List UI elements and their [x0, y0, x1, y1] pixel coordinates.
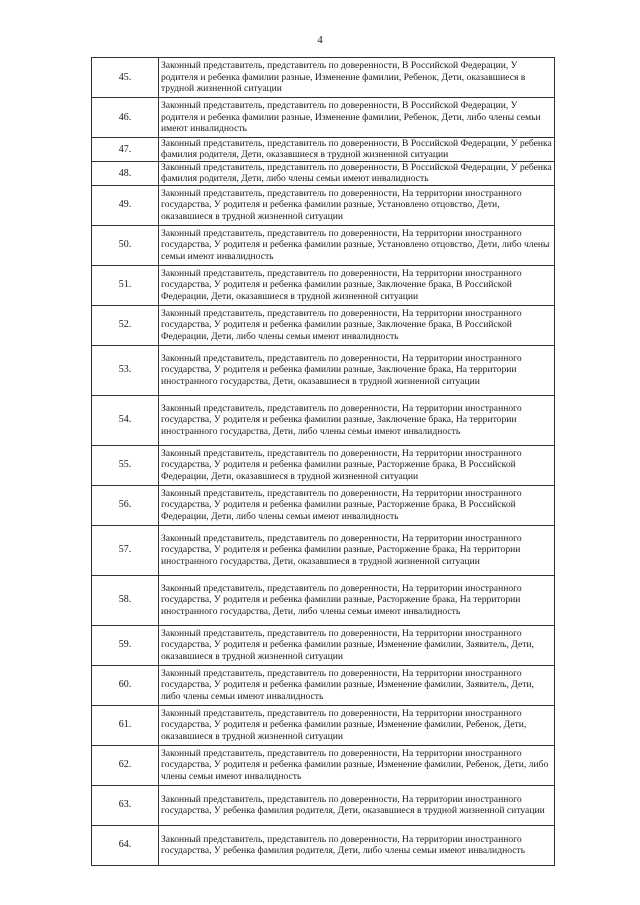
row-number: 47.	[92, 138, 159, 162]
row-description: Законный представитель, представитель по доверенности, На территории иностранного государства, У родителя и ребенка фамилии разные, Изменение фамилии, Заявитель, Дети, либо члены семьи имеют инвалидность	[159, 665, 555, 705]
row-description: Законный представитель, представитель по доверенности, В Российской Федерации, У ребенка фамилия родителя, Дети, либо члены семьи имеют инвалидность	[159, 161, 555, 185]
table-row	[92, 825, 555, 865]
row-number: 64.	[92, 825, 159, 865]
row-number: 46.	[92, 98, 159, 138]
page-number: 4	[317, 34, 323, 46]
table-row	[92, 445, 555, 485]
table-row	[92, 58, 555, 98]
row-description: Законный представитель, представитель по доверенности, На территории иностранного государства, У родителя и ребенка фамилии разные, Установлено отцовство, Дети, оказавшиеся в трудной жизненной ситуации	[159, 185, 555, 225]
row-description: Законный представитель, представитель по доверенности, В Российской Федерации, У ребенка фамилия родителя, Дети, оказавшиеся в трудной жизненной ситуации	[159, 138, 555, 162]
table-row	[92, 395, 555, 445]
row-description: Законный представитель, представитель по доверенности, На территории иностранного государства, У родителя и ребенка фамилии разные, Изменение фамилии, Ребенок, Дети, оказавшиеся в трудной жизненной ситуации	[159, 705, 555, 745]
row-description: Законный представитель, представитель по доверенности, На территории иностранного государства, У родителя и ребенка фамилии разные, Заключение брака, В Российской Федерации, Дети, либо члены семьи имеют инвалидность	[159, 305, 555, 345]
table-row	[92, 138, 555, 162]
table-row	[92, 665, 555, 705]
row-number: 50.	[92, 225, 159, 265]
row-description: Законный представитель, представитель по доверенности, На территории иностранного государства, У родителя и ребенка фамилии разные, Расторжение брака, На территории иностранного государства, Дети, либо члены семьи имеют инвалидность	[159, 575, 555, 625]
row-description: Законный представитель, представитель по доверенности, На территории иностранного государства, У родителя и ребенка фамилии разные, Расторжение брака, В Российской Федерации, Дети, оказавшиеся в трудной жизненной ситуации	[159, 445, 555, 485]
row-number: 51.	[92, 265, 159, 305]
table-row	[92, 161, 555, 185]
row-description: Законный представитель, представитель по доверенности, На территории иностранного государства, У ребенка фамилия родителя, Дети, оказавшиеся в трудной жизненной ситуации	[159, 785, 555, 825]
table-row	[92, 345, 555, 395]
row-number: 53.	[92, 345, 159, 395]
row-number: 52.	[92, 305, 159, 345]
row-number: 62.	[92, 745, 159, 785]
table-row	[92, 485, 555, 525]
table-body	[92, 58, 555, 866]
row-number: 58.	[92, 575, 159, 625]
row-description: Законный представитель, представитель по доверенности, На территории иностранного государства, У родителя и ребенка фамилии разные, Заключение брака, В Российской Федерации, Дети, оказавшиеся в трудной жизненной ситуации	[159, 265, 555, 305]
table-row	[92, 265, 555, 305]
table-row	[92, 305, 555, 345]
document-table	[91, 57, 555, 866]
row-description: Законный представитель, представитель по доверенности, На территории иностранного государства, У родителя и ребенка фамилии разные, Установлено отцовство, Дети, либо члены семьи имеют инвалидность	[159, 225, 555, 265]
row-number: 63.	[92, 785, 159, 825]
row-description: Законный представитель, представитель по доверенности, В Российской Федерации, У родителя и ребенка фамилии разные, Изменение фамилии, Ребенок, Дети, оказавшиеся в трудной жизненной ситуации	[159, 58, 555, 98]
row-number: 56.	[92, 485, 159, 525]
table-row	[92, 785, 555, 825]
table-row	[92, 185, 555, 225]
row-description: Законный представитель, представитель по доверенности, На территории иностранного государства, У родителя и ребенка фамилии разные, Изменение фамилии, Заявитель, Дети, оказавшиеся в трудной жизненной ситуации	[159, 625, 555, 665]
row-number: 49.	[92, 185, 159, 225]
table-row	[92, 705, 555, 745]
row-description: Законный представитель, представитель по доверенности, На территории иностранного государства, У родителя и ребенка фамилии разные, Заключение брака, На территории иностранного государства, Дети, либо члены семьи имеют инвалидность	[159, 395, 555, 445]
row-description: Законный представитель, представитель по доверенности, На территории иностранного государства, У родителя и ребенка фамилии разные, Расторжение брака, В Российской Федерации, Дети, либо члены семьи имеют инвалидность	[159, 485, 555, 525]
row-number: 55.	[92, 445, 159, 485]
table-row	[92, 225, 555, 265]
table-row	[92, 625, 555, 665]
table-row	[92, 525, 555, 575]
row-number: 61.	[92, 705, 159, 745]
row-number: 59.	[92, 625, 159, 665]
row-number: 60.	[92, 665, 159, 705]
table-row	[92, 575, 555, 625]
table-row	[92, 745, 555, 785]
table-row	[92, 98, 555, 138]
row-description: Законный представитель, представитель по доверенности, На территории иностранного государства, У родителя и ребенка фамилии разные, Заключение брака, На территории иностранного государства, Дети, оказавшиеся в трудной жизненной ситуации	[159, 345, 555, 395]
row-description: Законный представитель, представитель по доверенности, В Российской Федерации, У родителя и ребенка фамилии разные, Изменение фамилии, Ребенок, Дети, либо члены семьи имеют инвалидность	[159, 98, 555, 138]
row-description: Законный представитель, представитель по доверенности, На территории иностранного государства, У родителя и ребенка фамилии разные, Изменение фамилии, Ребенок, Дети, либо члены семьи имеют инвалидность	[159, 745, 555, 785]
row-number: 45.	[92, 58, 159, 98]
row-description: Законный представитель, представитель по доверенности, На территории иностранного государства, У родителя и ребенка фамилии разные, Расторжение брака, На территории иностранного государства, Дети, оказавшиеся в трудной жизненной ситуации	[159, 525, 555, 575]
row-number: 48.	[92, 161, 159, 185]
row-number: 54.	[92, 395, 159, 445]
row-number: 57.	[92, 525, 159, 575]
row-description: Законный представитель, представитель по доверенности, На территории иностранного государства, У ребенка фамилия родителя, Дети, либо члены семьи имеют инвалидность	[159, 825, 555, 865]
